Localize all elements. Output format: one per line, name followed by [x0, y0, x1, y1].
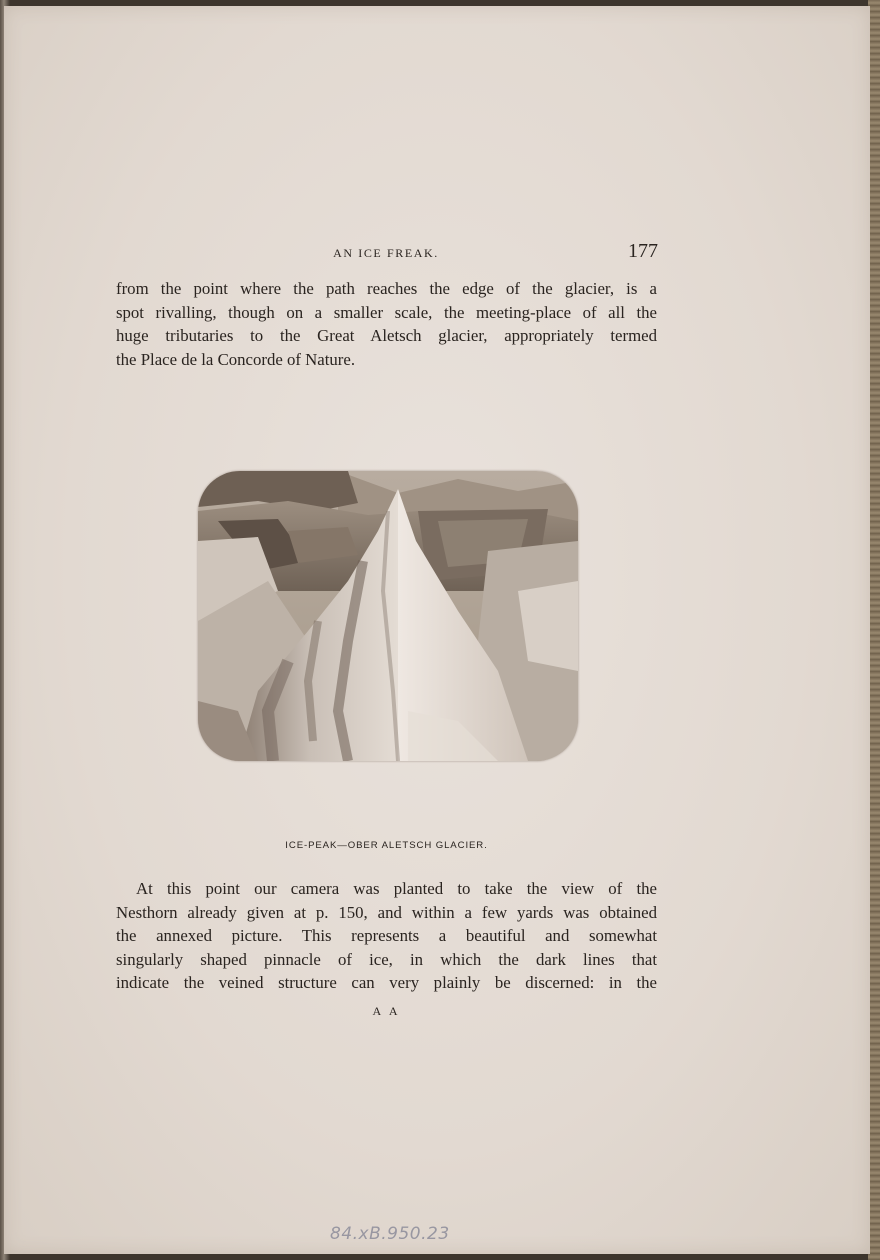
- page-number: 177: [628, 240, 658, 262]
- glacier-photograph: [198, 471, 578, 761]
- paragraph-top: [116, 277, 657, 371]
- text-line: At this point our camera was planted to take the view of the: [136, 879, 657, 898]
- glacier-photograph-image: [198, 471, 578, 761]
- text-line: huge tributaries to the Great Aletsch glacier, appropriately termed: [116, 326, 657, 346]
- text-line: indicate the veined structure can very plainly be discerned: in the: [116, 973, 657, 993]
- text-line: the Place de la Concorde of Nature.: [116, 349, 356, 369]
- text-line: the annexed picture. This represents a beautiful and somewhat: [116, 926, 657, 946]
- page: [4, 6, 870, 1254]
- paragraph-bottom: [116, 877, 657, 995]
- text-line: Nesthorn already given at p. 150, and within a few yards was obtained: [116, 902, 657, 922]
- running-title: AN ICE FREAK.: [333, 246, 439, 260]
- page-header: [114, 240, 658, 264]
- text-line: spot rivalling, though on a smaller scale, the meeting-place of all the: [116, 302, 657, 322]
- text-line: singularly shaped pinnacle of ice, in which the dark lines that: [116, 949, 657, 969]
- text-line: from the point where the path reaches the edge of the glacier, is a: [116, 279, 657, 298]
- library-shelfmark: 84.xB.950.23: [330, 1224, 450, 1244]
- photo-caption: ICE-PEAK—OBER ALETSCH GLACIER.: [285, 840, 488, 851]
- signature-mark: A A: [372, 1004, 401, 1018]
